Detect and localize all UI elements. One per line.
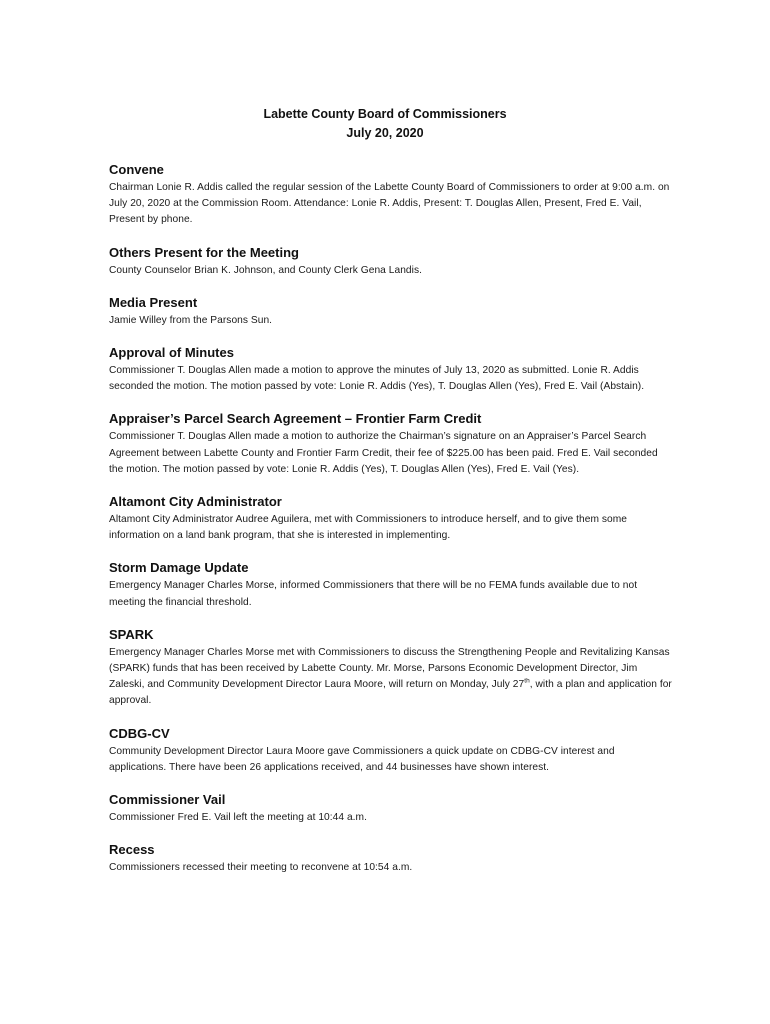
section-approval-of-minutes bbox=[109, 343, 674, 395]
section-heading: Storm Damage Update bbox=[109, 560, 249, 576]
section-heading: Others Present for the Meeting bbox=[109, 244, 299, 260]
section-body-text: Emergency Manager Charles Morse met with Commissioners to discuss the Strengthening People and Revitalizing Kansas (SPARK) funds that has been received by Labette County. Mr. Morse, Parsons Economic Development Director, Jim Zaleski, and Community Development Director Laura Moore, will return on Monday, July 27 bbox=[109, 646, 670, 691]
document-date: July 20, 2020 bbox=[346, 126, 424, 140]
section-media-present bbox=[109, 293, 674, 329]
section-heading: CDBG-CV bbox=[109, 725, 170, 741]
ordinal-suffix: th bbox=[524, 677, 530, 685]
section-heading: Altamont City Administrator bbox=[109, 494, 282, 510]
section-recess bbox=[109, 840, 674, 876]
document-title: Labette County Board of Commissioners bbox=[263, 107, 507, 121]
section-cdbg-cv bbox=[109, 724, 674, 776]
section-body: Community Development Director Laura Moore gave Commissioners a quick update on CDBG-CV interest and applications. There have been 26 applications received, and 44 businesses have shown interest. bbox=[109, 745, 615, 773]
section-body-text-continued: , with a plan and application for approval. bbox=[109, 679, 672, 707]
section-commissioner-vail bbox=[109, 790, 674, 826]
section-body: County Counselor Brian K. Johnson, and County Clerk Gena Landis. bbox=[109, 264, 422, 276]
section-body bbox=[109, 645, 674, 710]
section-body: Jamie Willey from the Parsons Sun. bbox=[109, 314, 273, 326]
section-parcel-search-agreement bbox=[109, 409, 674, 478]
minutes-content bbox=[109, 160, 674, 890]
section-storm-damage-update bbox=[109, 558, 674, 610]
section-body: Commissioner T. Douglas Allen made a motion to authorize the Chairman’s signature on an Appraiser’s Parcel Search Agreement between Labette County and Frontier Farm Credit, their fee of $225.00 has been paid. Fred E. Vail seconded the motion. The motion passed by vote: Lonie R. Addis (Yes), T. Douglas Allen (Yes), Fred E. Vail (Yes). bbox=[109, 431, 658, 475]
document-header bbox=[0, 105, 770, 143]
section-others-present bbox=[109, 243, 674, 279]
section-body: Emergency Manager Charles Morse, informed Commissioners that there will be no FEMA funds available due to not meeting the financial threshold. bbox=[109, 580, 638, 608]
section-heading: Media Present bbox=[109, 294, 198, 310]
section-heading: Convene bbox=[109, 162, 164, 177]
section-heading: Approval of Minutes bbox=[109, 345, 234, 361]
section-body: Commissioner Fred E. Vail left the meeting at 10:44 a.m. bbox=[109, 812, 367, 824]
section-body: Commissioners recessed their meeting to reconvene at 10:54 a.m. bbox=[109, 862, 413, 874]
section-body: Chairman Lonie R. Addis called the regular session of the Labette County Board of Commissioners to order at 9:00 a.m. on July 20, 2020 at the Commission Room. Attendance: Lonie R. Addis, Present: T. Douglas Allen, Present, Fred E. Vail, Present by phone. bbox=[109, 182, 670, 226]
section-heading: Recess bbox=[109, 842, 155, 858]
section-spark bbox=[109, 625, 674, 710]
section-heading: Appraiser’s Parcel Search Agreement – Frontier Farm Credit bbox=[109, 411, 482, 427]
section-altamont-city-administrator bbox=[109, 492, 674, 544]
section-heading: SPARK bbox=[109, 626, 154, 642]
section-convene bbox=[109, 160, 674, 229]
section-body: Altamont City Administrator Audree Aguilera, met with Commissioners to introduce herself, and to give them some information on a land bank program, that she is interested in implementing. bbox=[109, 514, 627, 542]
section-body: Commissioner T. Douglas Allen made a motion to approve the minutes of July 13, 2020 as submitted. Lonie R. Addis seconded the motion. The motion passed by vote: Lonie R. Addis (Yes), T. Douglas Allen (Yes), Fred E. Vail (Abstain). bbox=[109, 365, 645, 393]
section-heading: Commissioner Vail bbox=[109, 792, 226, 808]
